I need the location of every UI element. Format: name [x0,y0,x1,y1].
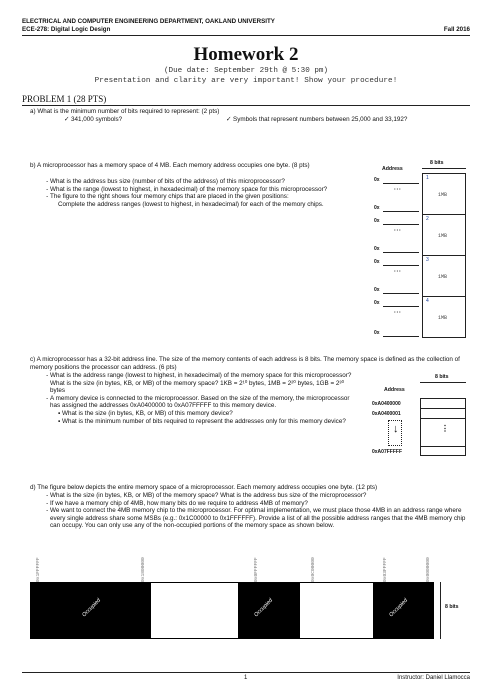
chip-1-start-prefix: 0x [374,177,380,183]
chip-2-start-prefix: 0x [374,218,380,224]
chip-4-end-blank[interactable] [383,336,419,337]
c-bits-label: 8 bits [435,374,449,380]
chip-2-size: 1MB [438,233,448,239]
part-b-q1: - What is the address bus size (number of bits of the address) of this microprocessor? [50,178,355,186]
b-bits-arrow [422,168,466,169]
part-d-q3: - We want to connect the 4MB memory chip to the microprocessor. For optimal implementation, we must place those 4MB in an address range where every single address share some MSBs (e.g.: 0x1C00000 to 0x1FFFFFF). Provide a list of all the possible address ranges that the 4MB memory chip can occupy. You can only use any of the non-occupied portions of the memory space as shown below. [50,507,470,530]
chip-3-size: 1MB [438,274,448,280]
part-c-q2: - A memory device is connected to the microprocessor. Based on the size of the memory, the microprocessor has assigned the addresses 0xA0400000 to 0xA07FFFFF to this memory device. [50,395,360,410]
c-addr-3: 0xA07FFFFF [372,449,403,455]
chip-2-start-blank[interactable] [383,224,419,225]
chip-4-size: 1MB [438,315,448,321]
d-addr-3: 0x0FFFFFF [254,557,259,582]
part-c-q2a: ▪ What is the size (in bytes, KB, or MB) of this memory device? [62,410,360,418]
instructor-name: Instructor: Daniel Llamocca [397,675,470,681]
department-header: ELECTRICAL AND COMPUTER ENGINEERING DEPARTMENT, OAKLAND UNIVERSITY [22,18,275,25]
part-d-text: d) The figure below depicts the entire memory space of a microprocessor. Each memory address occupies one byte. (12 pts) [30,484,378,491]
part-b-questions [40,178,355,208]
b-address-label: Address [382,166,403,172]
part-d-q2: - If we have a memory chip of 4MB, how many bits do we require to address 4MB of memory? [50,500,470,508]
footer-rule [22,672,470,673]
chip-2-end-prefix: 0x [374,246,380,252]
part-c-questions [40,372,360,425]
presentation-note: Presentation and clarity are very important! Show your procedure! [94,77,398,85]
part-b-q3: - The figure to the right shows four memory chips that are placed in the given positions: [50,193,355,201]
d-addr-4: 0x0C00000 [311,557,316,582]
chip-3-end-blank[interactable] [383,293,419,294]
part-d-q1: - What is the size (in bytes, KB, or MB) of the memory space? What is the address bus size of the microprocessor? [50,492,470,500]
part-d-questions [40,492,470,530]
d-bits-arrow [440,582,441,639]
term-header: Fall 2016 [443,26,470,33]
d-addr-2: 0x1800000 [141,557,146,582]
d-addr-5: 0x03FFFFF [383,557,388,582]
chip-3-start-blank[interactable] [383,265,419,266]
d-occupied-label-1: Occupied [81,597,102,619]
b-bits-label: 8 bits [430,160,444,166]
chip-3-number: 3 [426,257,429,263]
chip-3-end-prefix: 0x [374,287,380,293]
d-free-segment-2 [299,582,374,639]
chip-1-number: 1 [426,175,429,181]
d-occupied-label-3: Occupied [388,597,409,619]
d-free-segment-1 [150,582,239,639]
part-c-q2b: ▪ What is the minimum number of bits required to represent the addresses only for this memory device? [62,418,360,426]
header-rule [22,35,470,36]
course-header: ECE-278: Digital Logic Design [22,26,111,33]
page-title: Homework 2 [193,44,299,65]
chip-1-end-prefix: 0x [374,205,380,211]
d-addr-6: 0x0000000 [426,557,431,582]
problem-title: PROBLEM 1 (28 PTS) [22,94,107,104]
chip-4-start-blank[interactable] [383,306,419,307]
chip-4-number: 4 [426,298,429,304]
problem-rule [22,105,470,106]
page-number: 1 [244,675,248,681]
d-addr-1: 0x1FFFFFF [36,557,41,582]
chip-4-end-prefix: 0x [374,330,380,336]
chip-3-start-prefix: 0x [374,259,380,265]
c-continuation-dots: ⋮ [441,424,449,433]
part-c-text: c) A microprocessor has a 32-bit address line. The size of the memory contents of each address is 8 bits. The memory space is defined as the collection of memory positions the processor can address. (6 pts) [30,356,460,371]
part-a-item-1: ✓ 341,000 symbols? [64,116,123,123]
chip-1-end-blank[interactable] [383,211,419,212]
chip-1-start-blank[interactable] [383,183,419,184]
part-b-q2: - What is the range (lowest to highest, in hexadecimal) of the memory space for this microprocessor? [50,186,355,194]
chip-1-size: 1MB [438,192,448,198]
c-address-label: Address [384,387,405,393]
part-b-q3a: Complete the address ranges (lowest to highest, in hexadecimal) for each of the memory chips. [58,200,324,208]
c-bits-arrow [420,382,466,383]
chip-2-number: 2 [426,216,429,222]
d-occupied-segment-2 [239,582,299,639]
due-date: (Due date: September 29th @ 5:30 pm) [163,67,329,75]
d-occupied-segment-3 [374,582,434,639]
d-bits-label: 8 bits [445,604,459,610]
part-c-q1: - What is the address range (lowest to highest, in hexadecimal) of the memory space for this microprocessor? What is the size (in bytes, KB, or MB) of the memory space? 1KB = 2¹⁰ bytes, 1MB = 2²⁰ bytes, 1GB = 2³⁰ bytes [50,372,360,395]
c-addr-2: 0xA0400001 [372,411,401,417]
part-b-text: b) A microprocessor has a memory space of 4 MB. Each memory address occupies one byte. (8 pts) [30,162,310,169]
chip-4-start-prefix: 0x [374,300,380,306]
part-a-text: a) What is the minimum number of bits required to represent: (2 pts) [30,108,220,115]
c-range-arrow: ↓ [393,423,399,435]
c-addr-1: 0xA0400000 [372,401,401,407]
chip-2-end-blank[interactable] [383,252,419,253]
part-a-item-2: ✓ Symbols that represent numbers between 25,000 and 33,192? [226,116,408,123]
d-occupied-label-2: Occupied [253,597,274,619]
